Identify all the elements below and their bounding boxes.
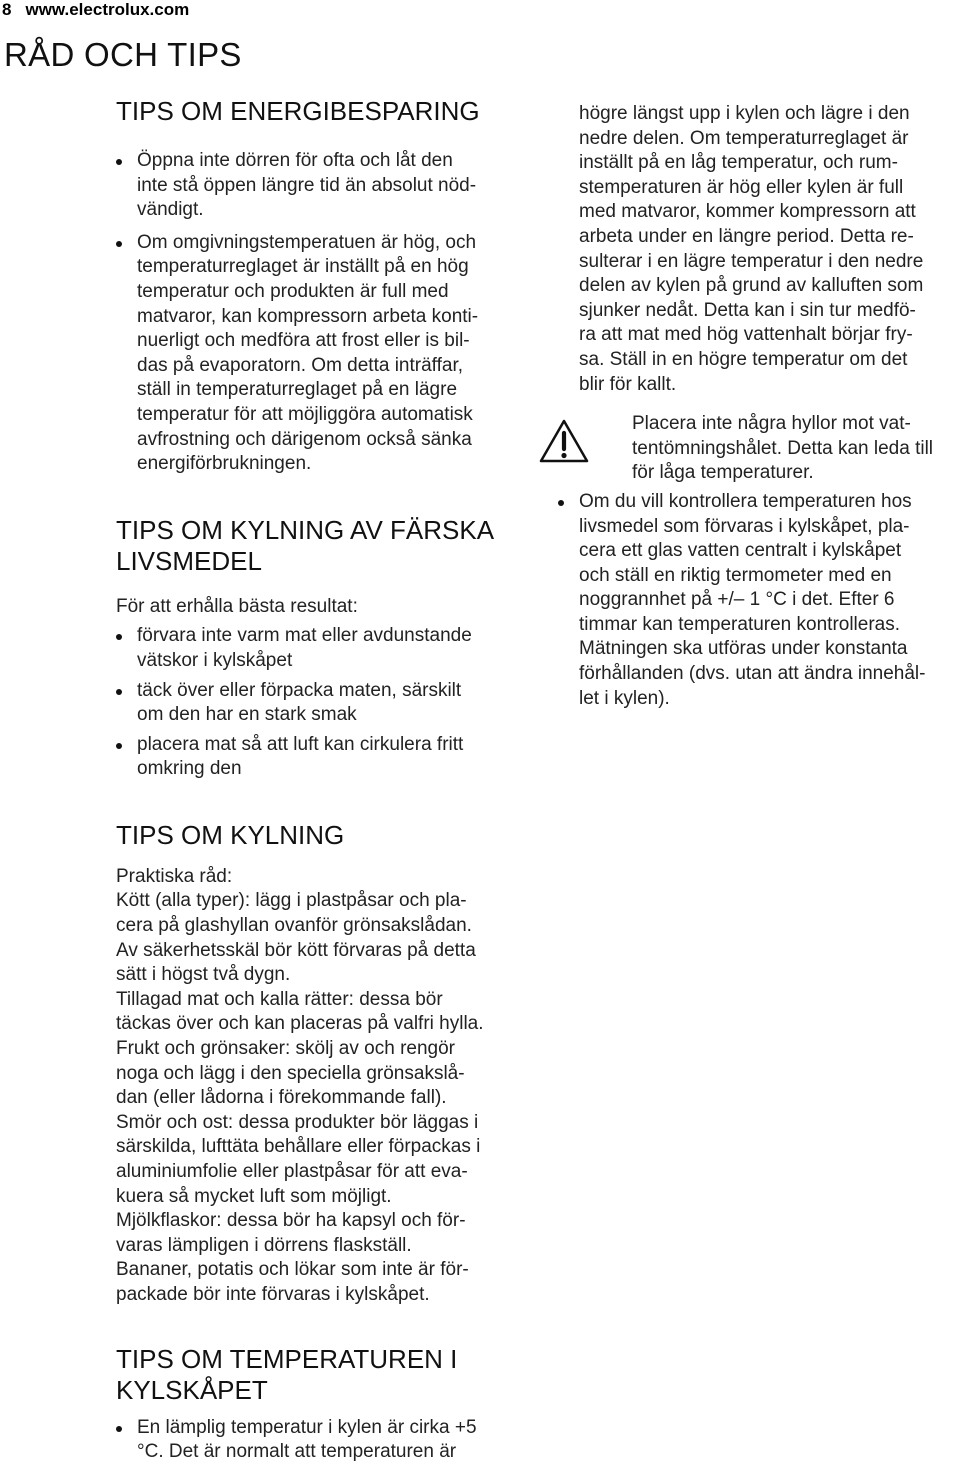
text-line: dan (eller lådorna i förekommande fall). xyxy=(116,1087,447,1109)
text-line: vändigt. xyxy=(137,199,204,221)
text-line: let i kylen). xyxy=(579,687,670,709)
text-line: Mätningen ska utföras under konstanta xyxy=(579,638,908,660)
text-line: högre längst upp i kylen och lägre i den xyxy=(579,103,910,124)
text-line: förhållanden (dvs. utan att ändra innehål- xyxy=(579,663,926,685)
text-line: nuerligt och medföra att frost eller is bil- xyxy=(137,330,470,352)
text-line: ra att mat med hög vattenhalt börjar fry- xyxy=(579,324,913,346)
energy-bullet-1 xyxy=(116,149,526,223)
page-number: 8 xyxy=(2,0,12,19)
temperature-section xyxy=(116,1344,526,1465)
text-line: cera ett glas vatten centralt i kylskåpet xyxy=(579,540,902,562)
fresh-bullet-2 xyxy=(116,679,526,728)
text-line: Placera inte några hyllor mot vat- xyxy=(632,413,911,435)
text-line: förvara inte varm mat eller avdunstande xyxy=(137,625,472,647)
text-line: Bananer, potatis och lökar som inte är för- xyxy=(116,1259,469,1281)
text-line: om den har en stark smak xyxy=(137,704,357,726)
text-line: Om du vill kontrollera temperaturen hos xyxy=(579,490,912,512)
text-line: täck över eller förpacka maten, särskilt xyxy=(137,679,462,701)
text-line: vätskor i kylskåpet xyxy=(137,649,293,671)
page-header xyxy=(2,0,189,24)
cooling-text xyxy=(116,865,526,1308)
text-line: blir för kallt. xyxy=(579,373,677,395)
text-line: inställt på en låg temperatur, och rum- xyxy=(579,152,898,174)
text-line: sätt i högst två dygn. xyxy=(116,964,291,986)
text-line: temperatur och produkten är full med xyxy=(137,280,449,302)
energy-saving-section xyxy=(116,96,526,477)
text-line: cera på glashyllan ovanför grönsakslådan. xyxy=(116,915,472,937)
fresh-food-heading: TIPS OM KYLNING AV FÄRSKA LIVSMEDEL xyxy=(116,514,495,576)
text-line: ställ in temperaturreglaget på en lägre xyxy=(137,379,458,401)
text-line: Frukt och grönsaker: skölj av och rengör xyxy=(116,1038,455,1060)
text-line: noga och lägg i den speciella grönsakslå- xyxy=(116,1062,465,1084)
text-line: med matvaror, kommer kompressorn att xyxy=(579,201,916,223)
website-link[interactable]: www.electrolux.com xyxy=(25,0,190,19)
fresh-food-intro: För att erhålla bästa resultat: xyxy=(116,595,358,617)
warning-note xyxy=(579,412,960,486)
fresh-bullet-3 xyxy=(116,733,526,782)
text-line: temperatur för att möjliggöra automatisk xyxy=(137,403,473,425)
text-line: och ställ en riktig termometer med en xyxy=(579,564,892,586)
text-line: livsmedel som förvaras i kylskåpet, pla- xyxy=(579,515,910,537)
text-line: sa. Ställ in en högre temperatur om det xyxy=(579,348,908,370)
fresh-food-section xyxy=(116,515,526,782)
text-line: sulterar i en lägre temperatur i den nedre xyxy=(579,250,924,272)
text-line: Öppna inte dörren för ofta och låt den xyxy=(137,150,453,171)
text-line: Praktiska råd: xyxy=(116,865,233,887)
cooling-heading: TIPS OM KYLNING xyxy=(116,819,345,850)
temperature-bullet xyxy=(116,1416,526,1465)
text-line: nedre delen. Om temperaturreglaget är xyxy=(579,127,909,149)
text-line: °C. Det är normalt att temperaturen är xyxy=(137,1441,457,1463)
text-line: placera mat så att luft kan cirkulera fritt xyxy=(137,733,464,755)
page-title: RÅD OCH TIPS xyxy=(4,36,242,73)
text-line: das på evaporatorn. Om detta inträffar, xyxy=(137,354,464,376)
text-line: Om omgivningstemperatuen är hög, och xyxy=(137,231,477,253)
text-line: Av säkerhetsskäl bör kött förvaras på detta xyxy=(116,939,476,961)
text-line: avfrostning och därigenom också sänka xyxy=(137,428,472,450)
cooling-section xyxy=(116,820,526,1308)
text-line: inte stå öppen längre tid än absolut nöd- xyxy=(137,174,477,196)
text-line: särskilda, lufttäta behållare eller förpackas i xyxy=(116,1136,481,1158)
text-line: tentömningshålet. Detta kan leda till xyxy=(632,437,934,459)
text-line: stemperaturen är hög eller kylen är full xyxy=(579,176,904,198)
text-line: noggrannhet på +/– 1 °C i det. Efter 6 xyxy=(579,589,895,611)
text-line: temperaturreglaget är inställt på en hög xyxy=(137,256,469,278)
text-line: täckas över och kan placeras på valfri hylla. xyxy=(116,1013,484,1035)
text-line: energiförbrukningen. xyxy=(137,453,312,475)
text-line: arbeta under en längre period. Detta re- xyxy=(579,225,914,247)
right-column xyxy=(579,102,960,711)
text-line: packade bör inte förvaras i kylskåpet. xyxy=(116,1283,430,1305)
energy-bullet-2 xyxy=(116,231,526,477)
text-line: kuera så mycket luft som möjligt. xyxy=(116,1185,392,1207)
text-line: matvaror, kan kompressorn arbeta konti- xyxy=(137,305,479,327)
text-line: Tillagad mat och kalla rätter: dessa bör xyxy=(116,988,443,1010)
text-line: delen av kylen på grund av kalluften som xyxy=(579,275,924,297)
temperature-continuation-text xyxy=(579,102,960,397)
text-line: varas lämpligen i dörrens flaskställ. xyxy=(116,1234,412,1256)
text-line: för låga temperaturer. xyxy=(632,462,814,484)
text-line: Kött (alla typer): lägg i plastpåsar och pla- xyxy=(116,890,467,912)
text-line: sjunker nedåt. Detta kan i sin tur medfö- xyxy=(579,299,916,321)
text-line: Mjölkflaskor: dessa bör ha kapsyl och för- xyxy=(116,1210,466,1232)
temperature-heading: TIPS OM TEMPERATUREN I KYLSKÅPET xyxy=(116,1343,458,1405)
fresh-bullet-1 xyxy=(116,624,526,673)
text-line: omkring den xyxy=(137,758,242,780)
thermometer-bullet xyxy=(558,490,960,711)
text-line: Smör och ost: dessa produkter bör läggas i xyxy=(116,1111,479,1133)
warning-triangle-icon xyxy=(538,418,590,464)
text-line: aluminiumfolie eller plastpåsar för att eva- xyxy=(116,1161,468,1182)
energy-saving-heading: TIPS OM ENERGIBESPARING xyxy=(116,96,480,126)
text-line: En lämplig temperatur i kylen är cirka +5 xyxy=(137,1416,477,1438)
left-column xyxy=(116,96,526,1465)
text-line: timmar kan temperaturen kontrolleras. xyxy=(579,613,901,635)
